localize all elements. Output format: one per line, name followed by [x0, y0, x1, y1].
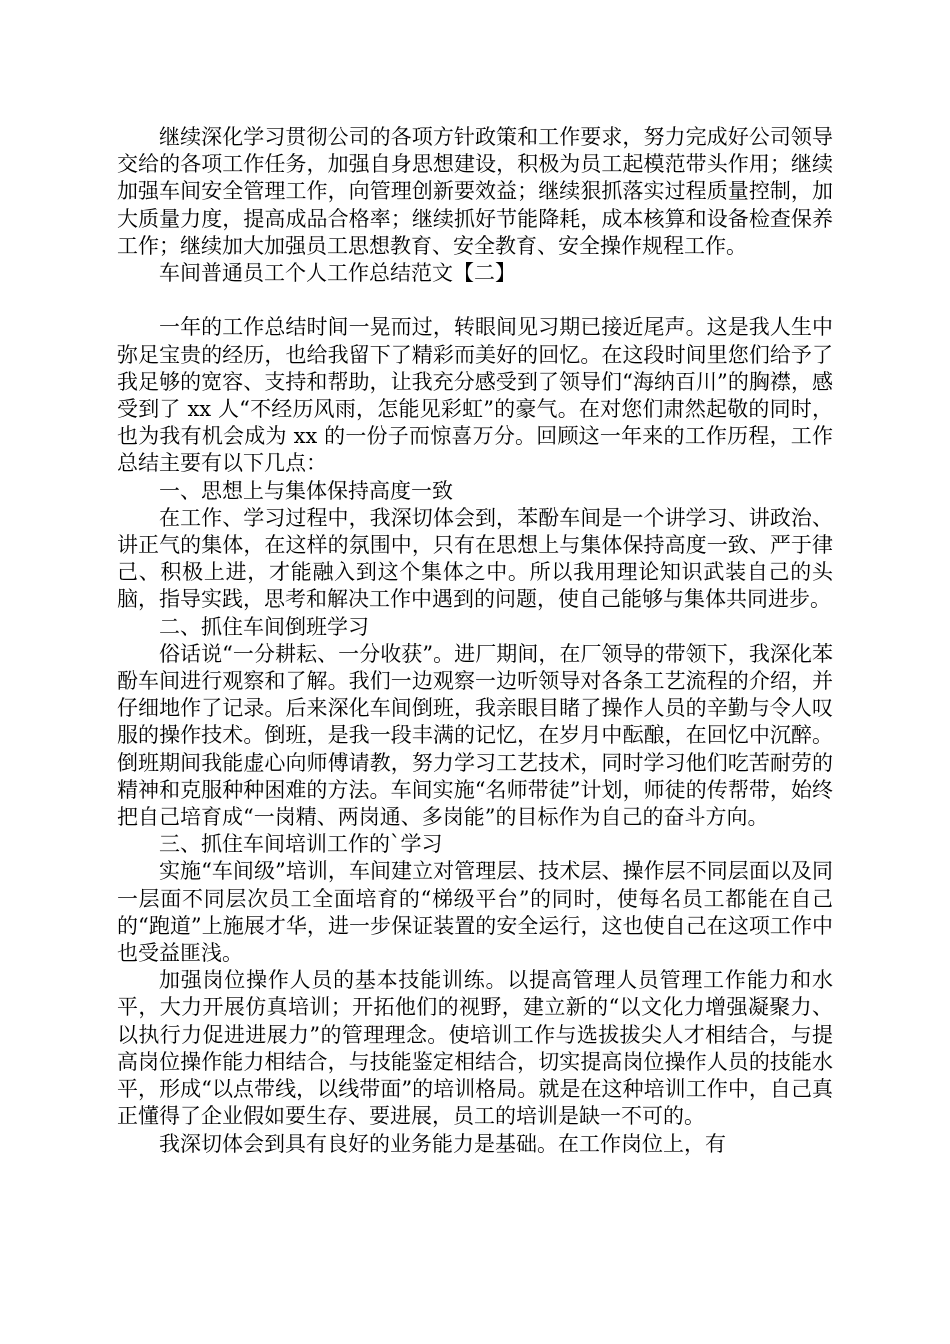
- paragraph-workshop-training: 实施“车间级”培训，车间建立对管理层、技术层、操作层不同层面以及同一层面不同层次员工全面培育的“梯级平台”的同时，使每名员工都能在自己的“跑道”上施展才华，进一步保证装置的安全运行，这也使自己在这项工作中也受益匪浅。: [117, 859, 833, 966]
- paragraph-continue-study: 继续深化学习贯彻公司的各项方针政策和工作要求，努力完成好公司领导交给的各项工作任务，加强自身思想建设，积极为员工起模范带头作用；继续加强车间安全管理工作，向管理创新要效益；继续狠抓落实过程质量控制，加大质量力度，提高成品合格率；继续抓好节能降耗，成本核算和设备检查保养工作；继续加大加强员工思想教育、安全教育、安全操作规程工作。: [117, 125, 833, 258]
- section-title-sample-two: 车间普通员工个人工作总结范文【二】: [159, 261, 516, 286]
- heading-point-two: 二、抓住车间倒班学习: [159, 614, 369, 639]
- blank-line: [117, 287, 833, 314]
- heading-point-one: 一、思想上与集体保持高度一致: [159, 478, 453, 503]
- paragraph-point-two: 俗话说“一分耕耘、一分收获”。进厂期间，在厂领导的带领下，我深化苯酚车间进行观察和了解。我们一边观察一边听领导对各条工艺流程的介绍，并仔细地作了记录。后来深化车间倒班，我亲眼目睹了操作人员的辛勤与令人叹服的操作技术。倒班，是我一段丰满的记忆，在岁月中酝酿，在回忆中沉醉。倒班期间我能虚心向师傅请教，努力学习工艺技术，同时学习他们吃苦耐劳的精神和克服种种困难的方法。车间实施“名师带徒”计划，师徒的传帮带，始终把自己培育成“一岗精、两岗通、多岗能”的目标作为自己的奋斗方向。: [117, 641, 833, 830]
- heading-point-three: 三、抓住车间培训工作的`学习: [159, 832, 443, 857]
- paragraph-point-one: 在工作、学习过程中，我深切体会到，苯酚车间是一个讲学习、讲政治、讲正气的集体，在这样的氛围中，只有在思想上与集体保持高度一致、严于律己、积极上进，才能融入到这个集体之中。所以我用理论知识武装自己的头脑，指导实践，思考和解决工作中遇到的问题，使自己能够与集体共同进步。: [117, 505, 833, 612]
- paragraph-year-summary: 一年的工作总结时间一晃而过，转眼间见习期已接近尾声。这是我人生中弥足宝贵的经历，也给我留下了精彩而美好的回忆。在这段时间里您们给予了我足够的宽容、支持和帮助，让我充分感受到了领导们“海纳百川”的胸襟，感受到了 xx 人“不经历风雨，怎能见彩虹”的豪气。在对您们肃然起敬的同时，也为我有机会成为 xx 的一份子而惊喜万分。回顾这一年来的工作历程，工作总结主要有以下几点：: [117, 315, 833, 476]
- paragraph-skill-training: 加强岗位操作人员的基本技能训练。以提高管理人员管理工作能力和水平，大力开展仿真培训；开拓他们的视野，建立新的“以文化力增强凝聚力、以执行力促进进展力”的管理理念。使培训工作与选拔拔尖人才相结合，与提高岗位操作能力相结合，与技能鉴定相结合，切实提高岗位操作人员的技能水平，形成“以点带线，以线带面”的培训格局。就是在这种培训工作中，自己真正懂得了企业假如要生存、要进展，员工的培训是缺一不可的。: [117, 968, 833, 1129]
- document-page: [117, 124, 833, 1158]
- paragraph-business-ability: 我深切体会到具有良好的业务能力是基础。在工作岗位上，有: [159, 1131, 726, 1156]
